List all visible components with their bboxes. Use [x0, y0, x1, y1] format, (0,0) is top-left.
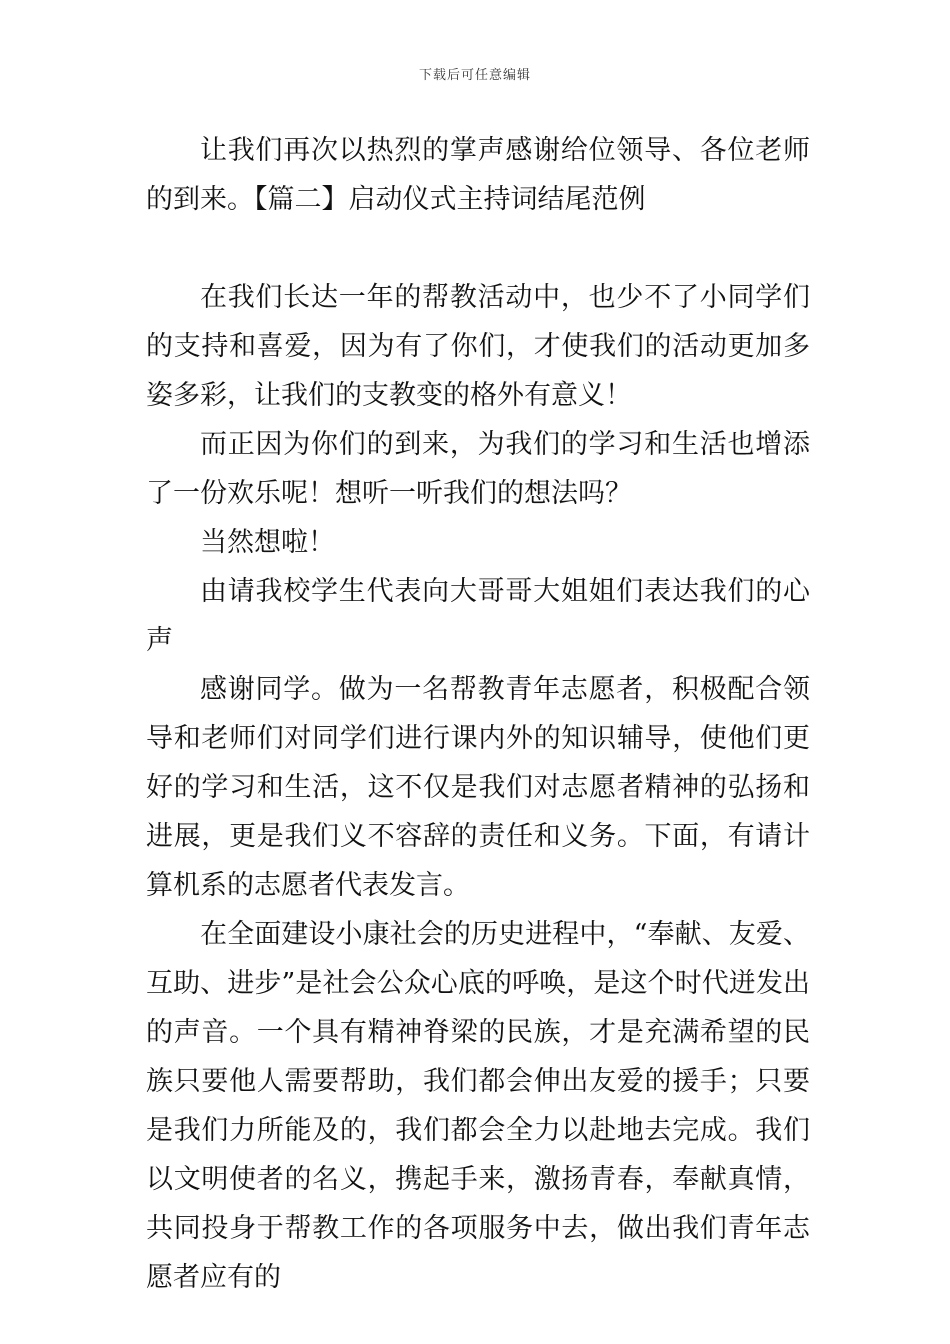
paragraph-intro: 让我们再次以热烈的掌声感谢给位领导、各位老师的到来。【篇二】启动仪式主持词结尾范例	[146, 135, 810, 215]
page-header: 下载后可任意编辑	[418, 68, 531, 83]
document-body	[146, 126, 810, 1302]
paragraph-thanks: 感谢同学。做为一名帮教青年志愿者，积极配合领导和老师们对同学们进行课内外的知识辅导，使他们更好的学习和生活，这不仅是我们对志愿者精神的弘扬和进展，更是我们义不容辞的责任和义务。下面，有请计算机系的志愿者代表发言。	[146, 674, 810, 901]
paragraph-reply: 当然想啦！	[200, 527, 335, 558]
paragraph-activity: 在我们长达一年的帮教活动中，也少不了小同学们的支持和喜爱，因为有了你们，才使我们的活动更加多姿多彩，让我们的支教变的格外有意义！	[146, 282, 810, 411]
paragraph-student-rep: 由请我校学生代表向大哥哥大姐姐们表达我们的心声	[146, 576, 810, 656]
paragraph-society: 在全面建设小康社会的历史进程中，“奉献、友爱、互助、进步”是社会公众心底的呼唤，是这个时代迸发出的声音。一个具有精神脊梁的民族，才是充满希望的民族只要他人需要帮助，我们都会伸出友爱的援手；只要是我们力所能及的，我们都会全力以赴地去完成。我们以文明使者的名义，携起手来，激扬青春，奉献真情，共同投身于帮教工作的各项服务中去，做出我们青年志愿者应有的	[146, 919, 810, 1293]
paragraph-arrival: 而正因为你们的到来，为我们的学习和生活也增添了一份欢乐呢！想听一听我们的想法吗？	[146, 429, 810, 509]
